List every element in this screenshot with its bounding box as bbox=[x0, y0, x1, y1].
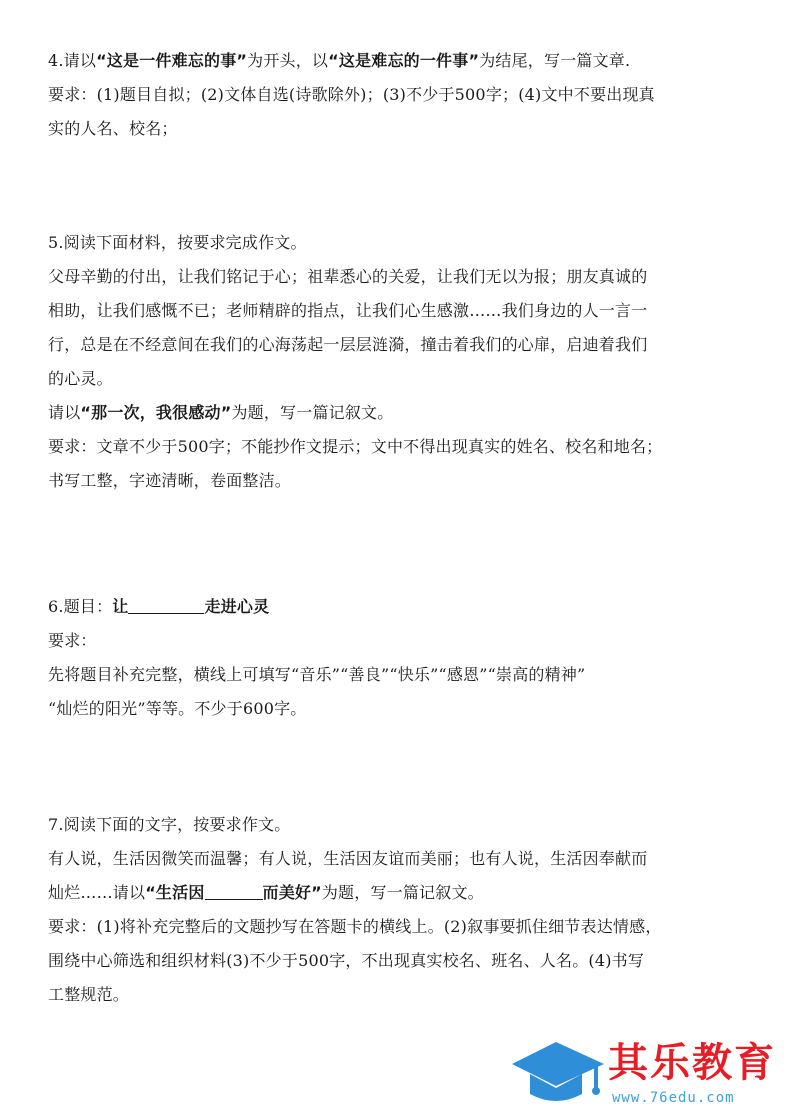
q6-title-line bbox=[48, 590, 760, 624]
q6-title-start: 让 bbox=[112, 597, 129, 616]
question-7 bbox=[48, 808, 760, 1012]
q5-requirements-line-1: 要求：文章不少于500字；不能抄作文提示；文中不得出现真实的姓名、校名和地名； bbox=[48, 437, 663, 456]
q5-material-line-3: 行，总是在不经意间在我们的心海荡起一层层涟漪，撞击着我们的心扉，启迪着我们 bbox=[48, 335, 648, 354]
q6-title-end: 走进心灵 bbox=[204, 597, 270, 616]
q7-instruction: 7.阅读下面的文字，按要求作文。 bbox=[48, 815, 291, 834]
q6-title-blank bbox=[128, 595, 204, 614]
q5-material-line-1: 父母辛勤的付出，让我们铭记于心；祖辈悉心的关爱，让我们无以为报；朋友真诚的 bbox=[48, 267, 648, 286]
q4-prompt-mid: 为开头，以 bbox=[247, 51, 329, 70]
q4-opening-phrase: “这是一件难忘的事” bbox=[96, 51, 248, 70]
q4-prompt-end: 为结尾，写一篇文章. bbox=[479, 51, 631, 70]
q5-requirements-line-2: 书写工整，字迹清晰，卷面整洁。 bbox=[48, 471, 292, 490]
q7-title-end: 而美好” bbox=[262, 883, 322, 902]
q7-requirements-line-1: 要求：(1)将补充完整后的文题抄写在答题卡的横线上。(2)叙事要抓住细节表达情感， bbox=[48, 917, 662, 936]
logo-url: www.76edu.com bbox=[612, 1090, 735, 1106]
q7-title-line bbox=[48, 876, 760, 910]
watermark-logo bbox=[508, 1036, 784, 1110]
q5-instruction: 5.阅读下面材料，按要求完成作文。 bbox=[48, 233, 307, 252]
q5-material-line-4: 的心灵。 bbox=[48, 369, 113, 388]
q4-requirements-line-1: 要求：(1)题目自拟；(2)文体自选(诗歌除外)；(3)不少于500字；(4)文中不要出现真 bbox=[48, 85, 655, 104]
q6-requirements-label: 要求： bbox=[48, 631, 97, 650]
question-4 bbox=[48, 44, 760, 146]
q6-requirements-line-2: “灿烂的阳光”等等。不少于600字。 bbox=[48, 699, 307, 718]
q5-essay-title: “那一次，我很感动” bbox=[80, 403, 232, 422]
q5-material-line-2: 相助，让我们感慨不已；老师精辟的指点，让我们心生感激……我们身边的人一言一 bbox=[48, 301, 648, 320]
q7-title-blank bbox=[205, 881, 263, 900]
q4-closing-phrase: “这是难忘的一件事” bbox=[328, 51, 480, 70]
q5-title-line bbox=[48, 396, 760, 430]
q7-title-suffix: 为题，写一篇记叙文。 bbox=[321, 883, 484, 902]
q4-line-1 bbox=[48, 44, 760, 78]
q4-requirements-line-2: 实的人名、校名； bbox=[48, 119, 178, 138]
q6-requirements-line-1: 先将题目补充完整，横线上可填写“音乐”“善良”“快乐”“感恩”“崇高的精神” bbox=[48, 665, 586, 684]
q7-material-end: 灿烂……请以 bbox=[48, 883, 146, 902]
logo-name: 其乐教育 bbox=[608, 1040, 776, 1086]
q7-requirements-line-2: 围绕中心筛选和组织材料(3)不少于500字，不出现真实校名、班名、人名。(4)书写 bbox=[48, 951, 645, 970]
q7-material-line-1: 有人说，生活因微笑而温馨；有人说，生活因友谊而美丽；也有人说，生活因奉献而 bbox=[48, 849, 648, 868]
q7-title-start: “生活因 bbox=[145, 883, 205, 902]
q5-title-suffix: 为题，写一篇记叙文。 bbox=[231, 403, 394, 422]
q7-requirements-line-3: 工整规范。 bbox=[48, 985, 130, 1004]
question-6 bbox=[48, 590, 760, 726]
q4-prompt-start: 4.请以 bbox=[48, 51, 97, 70]
question-5 bbox=[48, 226, 760, 498]
graduation-cap-icon bbox=[508, 1036, 608, 1110]
q6-label: 6.题目： bbox=[48, 597, 113, 616]
q5-title-prefix: 请以 bbox=[48, 403, 81, 422]
